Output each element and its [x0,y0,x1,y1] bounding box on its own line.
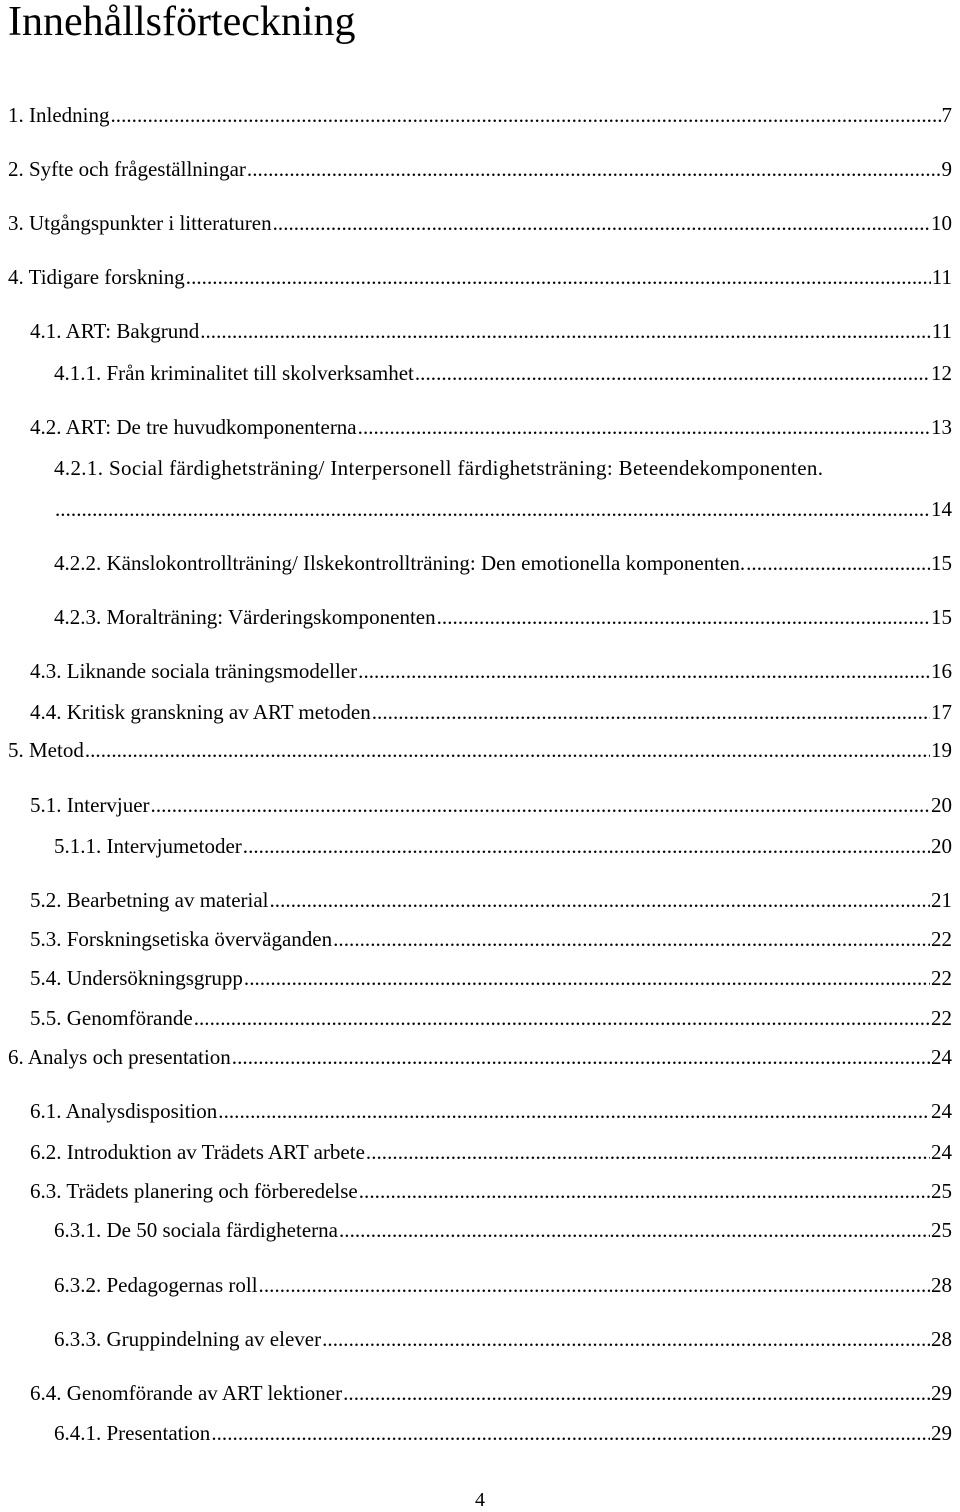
toc-entry-title: 6.3. Trädets planering och förberedelse [30,1179,358,1203]
toc-entry-page: 10 [931,211,952,235]
toc-leader [259,1270,930,1300]
toc-leader [151,790,930,820]
toc-leader [343,1378,930,1408]
toc-leader [186,262,931,292]
toc-leader [243,831,930,861]
toc-leader [358,412,930,442]
toc-entry-title: 5.5. Genomförande [30,1006,193,1030]
toc-entry-page: 28 [931,1273,952,1297]
toc-entry[interactable] [30,1137,952,1167]
toc-entry-title: 2. Syfte och frågeställningar [8,157,246,181]
toc-entry-title: 4.1.1. Från kriminalitet till skolverksamhet [54,361,414,385]
toc-entry[interactable] [54,831,952,861]
toc-entry-page: 15 [931,605,952,629]
toc-entry-title: 1. Inledning [8,103,110,127]
toc-entry-page: 9 [941,157,952,181]
toc-entry[interactable] [54,602,952,632]
toc-entry[interactable] [54,1215,952,1245]
toc-leader [244,963,930,993]
toc-entry-title: 6.2. Introduktion av Trädets ART arbete [30,1140,365,1164]
toc-leader [270,885,931,915]
toc-entry-title: 4.2.1. Social färdighetsträning/ Interpersonell färdighetsträning: Beteendekomponenten. [54,456,824,480]
toc-entry-page: 11 [931,319,952,343]
toc-entry[interactable] [8,1042,952,1072]
toc-entry[interactable] [30,316,952,346]
toc-entry-page: 15 [931,551,952,575]
toc-entry-page: 24 [931,1140,952,1164]
toc-leader [358,656,930,686]
toc-entry-page: 24 [931,1099,952,1123]
toc-entry-page: 29 [931,1381,952,1405]
toc-entry-page: 28 [931,1327,952,1351]
toc-entry-title: 4.2.3. Moralträning: Värderingskomponenten [54,605,436,629]
toc-entry-title: 5.1. Intervjuer [30,793,150,817]
toc-leader [372,697,930,727]
toc-entry[interactable] [30,697,952,727]
page-number: 4 [475,1489,485,1511]
toc-leader [110,100,940,130]
toc-entry-title: 6. Analys och presentation [8,1045,231,1069]
toc-entry-page: 21 [931,888,952,912]
toc-entry[interactable] [54,453,952,483]
toc-leader [200,316,931,346]
toc-leader [322,1324,930,1354]
toc-entry-continuation[interactable] [54,494,952,524]
toc-entry-title: 4.3. Liknande sociala träningsmodeller [30,659,358,683]
toc-entry-title: 6.3.2. Pedagogernas roll [54,1273,258,1297]
toc-entry[interactable] [30,1096,952,1126]
toc-entry[interactable] [30,963,952,993]
toc-entry[interactable] [54,548,952,578]
toc-entry-title: 5.4. Undersökningsgrupp [30,966,243,990]
toc-entry[interactable] [8,154,952,184]
toc-leader [211,1418,930,1448]
toc-leader [415,358,930,388]
toc-entry[interactable] [54,1270,952,1300]
toc-entry[interactable] [54,1418,952,1448]
toc-entry-page: 22 [931,1006,952,1030]
toc-entry[interactable] [54,358,952,388]
toc-entry-title: 6.3.3. Gruppindelning av elever [54,1327,322,1351]
toc-entry[interactable] [30,924,952,954]
toc-leader [247,154,941,184]
toc-entry-page: 11 [931,265,952,289]
toc-entry-page: 25 [931,1218,952,1242]
toc-entry-page: 20 [931,834,952,858]
toc-entry-page: 14 [931,497,952,521]
toc-entry-title: 4.4. Kritisk granskning av ART metoden [30,700,371,724]
toc-entry-title: 6.4. Genomförande av ART lektioner [30,1381,343,1405]
toc-entry-title: 6.1. Analysdisposition [30,1099,218,1123]
toc-entry[interactable] [30,790,952,820]
toc-entry-title: 3. Utgångspunkter i litteraturen [8,211,272,235]
toc-entry-title: 5.3. Forskningsetiska överväganden [30,927,333,951]
toc-leader [366,1137,930,1167]
toc-entry[interactable] [30,1378,952,1408]
toc-entry-title: 4.1. ART: Bakgrund [30,319,200,343]
toc-entry-page: 22 [931,927,952,951]
toc-entry-page: 13 [931,415,952,439]
toc-entry-page: 19 [931,738,952,762]
toc-entry[interactable] [30,656,952,686]
toc-entry-page: 29 [931,1421,952,1445]
toc-leader [194,1003,930,1033]
toc-entry[interactable] [30,885,952,915]
toc-entry[interactable] [8,735,952,765]
toc-entry-page: 16 [931,659,952,683]
toc-entry[interactable] [8,208,952,238]
toc-entry-page: 7 [941,103,952,127]
toc-entry-title: 4.2.2. Känslokontrollträning/ Ilskekontrollträning: Den emotionella komponenten. [54,551,746,575]
toc-entry-page: 24 [931,1045,952,1069]
toc-entry-title: 4.2. ART: De tre huvudkomponenterna [30,415,357,439]
toc-entry[interactable] [30,1003,952,1033]
toc-entry-page: 25 [931,1179,952,1203]
toc-entry-title: 5.1.1. Intervjumetoder [54,834,242,858]
toc-entry-title: 5. Metod [8,738,84,762]
toc-leader [339,1215,930,1245]
toc-entry-title: 6.4.1. Presentation [54,1421,211,1445]
toc-entry-title: 4. Tidigare forskning [8,265,185,289]
page-title: Innehållsförteckning [8,0,356,45]
toc-entry-title: 6.3.1. De 50 sociala färdigheterna [54,1218,338,1242]
toc-entry[interactable] [30,1176,952,1206]
toc-leader [746,548,930,578]
toc-leader [85,735,930,765]
toc-entry-page: 22 [931,966,952,990]
toc-entry[interactable] [8,262,952,292]
toc-entry-page: 17 [931,700,952,724]
toc-entry-page: 20 [931,793,952,817]
toc-entry-title: 5.2. Bearbetning av material [30,888,269,912]
toc-entry[interactable] [54,1324,952,1354]
toc-entry-page: 12 [931,361,952,385]
toc-leader [333,924,930,954]
toc-leader [232,1042,930,1072]
toc-entry[interactable] [30,412,952,442]
toc-leader [55,494,930,524]
toc-leader [359,1176,930,1206]
toc-entry[interactable] [8,100,952,130]
toc-leader [273,208,930,238]
toc-leader [437,602,930,632]
toc-leader [218,1096,930,1126]
